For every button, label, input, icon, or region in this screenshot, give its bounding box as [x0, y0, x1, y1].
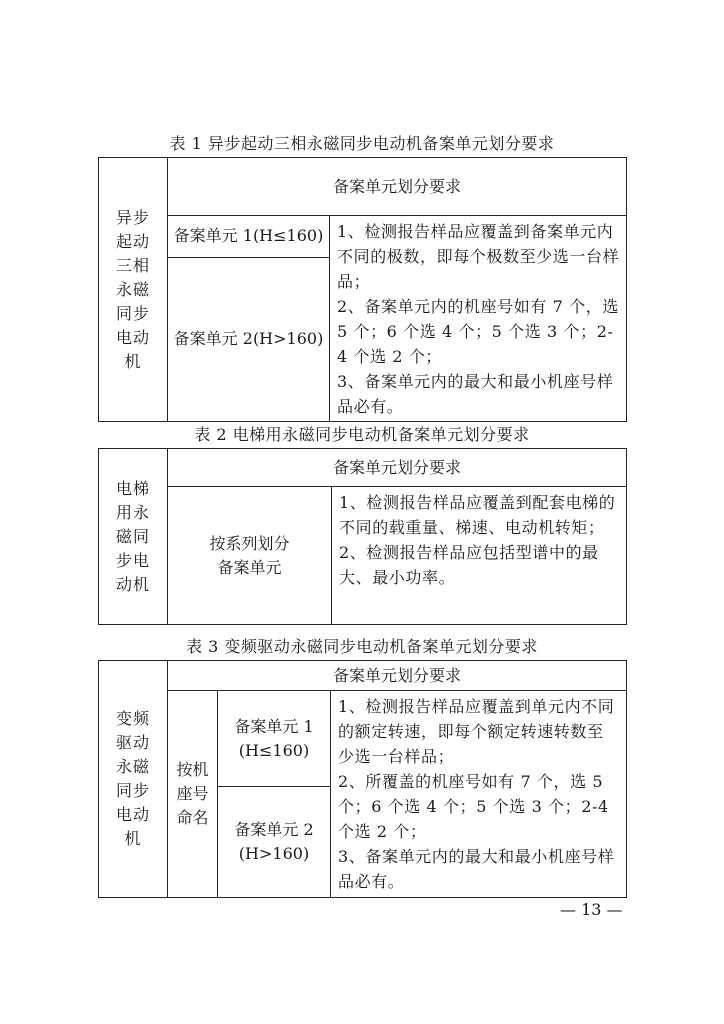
table1-req-1: 1、检测报告样品应覆盖到备案单元内不同的极数，即每个极数至少选一台样品； — [337, 222, 620, 291]
table3-req-3: 3、备案单元内的最大和最小机座号样品必有。 — [338, 847, 615, 891]
table2-unit — [168, 487, 332, 625]
table3-unit1 — [218, 691, 331, 787]
table2-caption: 表 2 电梯用永磁同步电动机备案单元划分要求 — [194, 425, 530, 444]
table3-group-label: 按机座号命名 — [176, 760, 209, 827]
table1-requirements — [330, 216, 627, 422]
table2-req-2: 2、检测报告样品应包括型谱中的最大、最小功率。 — [339, 543, 599, 587]
table2-row-label-cell — [99, 449, 168, 625]
table2-unit-line2: 备案单元 — [217, 557, 282, 577]
table3-req-2: 2、所覆盖的机座号如有 7 个，选 5 个；6 个选 4 个；5 个选 3 个；2-4 个选 2 个； — [338, 772, 609, 841]
table1-req-3: 3、备案单元内的最大和最小机座号样品必有。 — [337, 372, 614, 416]
table1-header: 备案单元划分要求 — [168, 158, 627, 216]
table3 — [98, 660, 627, 898]
table3-row-label: 变频驱动永磁同步电动机 — [115, 709, 150, 848]
table2-row-label: 电梯用永磁同步电动机 — [115, 478, 150, 594]
table1-row-label: 异步起动三相永磁同步电动机 — [115, 207, 150, 371]
table3-unit2 — [218, 787, 331, 898]
table3-unit1-line2: (H≤160) — [238, 740, 310, 760]
table3-requirements — [331, 691, 627, 898]
table3-unit1-line1: 备案单元 1 — [234, 716, 314, 736]
table2-requirements — [332, 487, 627, 625]
table2 — [98, 448, 627, 625]
table2-header: 备案单元划分要求 — [168, 449, 627, 487]
table1-unit1: 备案单元 1(H≤160) — [168, 216, 330, 258]
page-number: — 13 — — [560, 900, 623, 919]
table3-unit2-line1: 备案单元 2 — [234, 820, 314, 839]
table1-unit2: 备案单元 2(H>160) — [168, 257, 330, 421]
table2-req-1: 1、检测报告样品应覆盖到配套电梯的不同的载重量、梯速、电动机转矩； — [339, 493, 616, 537]
table3-req-1: 1、检测报告样品应覆盖到单元内不同的额定转速，即每个额定转速转数至少选一台样品； — [338, 697, 615, 766]
table3-group-label-cell — [168, 691, 218, 898]
table3-caption: 表 3 变频驱动永磁同步电动机备案单元划分要求 — [186, 637, 538, 656]
table1-row-label-cell — [99, 158, 168, 422]
table3-unit2-line2: (H>160) — [238, 844, 310, 863]
table2-unit-line1: 按系列划分 — [209, 533, 290, 553]
table1-req-2: 2、备案单元内的机座号如有 7 个，选 5 个；6 个选 4 个；5 个选 3 个；2-4 个选 2 个； — [337, 297, 619, 366]
table3-header: 备案单元划分要求 — [168, 661, 627, 691]
table3-row-label-cell — [99, 661, 168, 898]
table1-caption: 表 1 异步起动三相永磁同步电动机备案单元划分要求 — [169, 134, 555, 153]
table1 — [98, 157, 627, 422]
